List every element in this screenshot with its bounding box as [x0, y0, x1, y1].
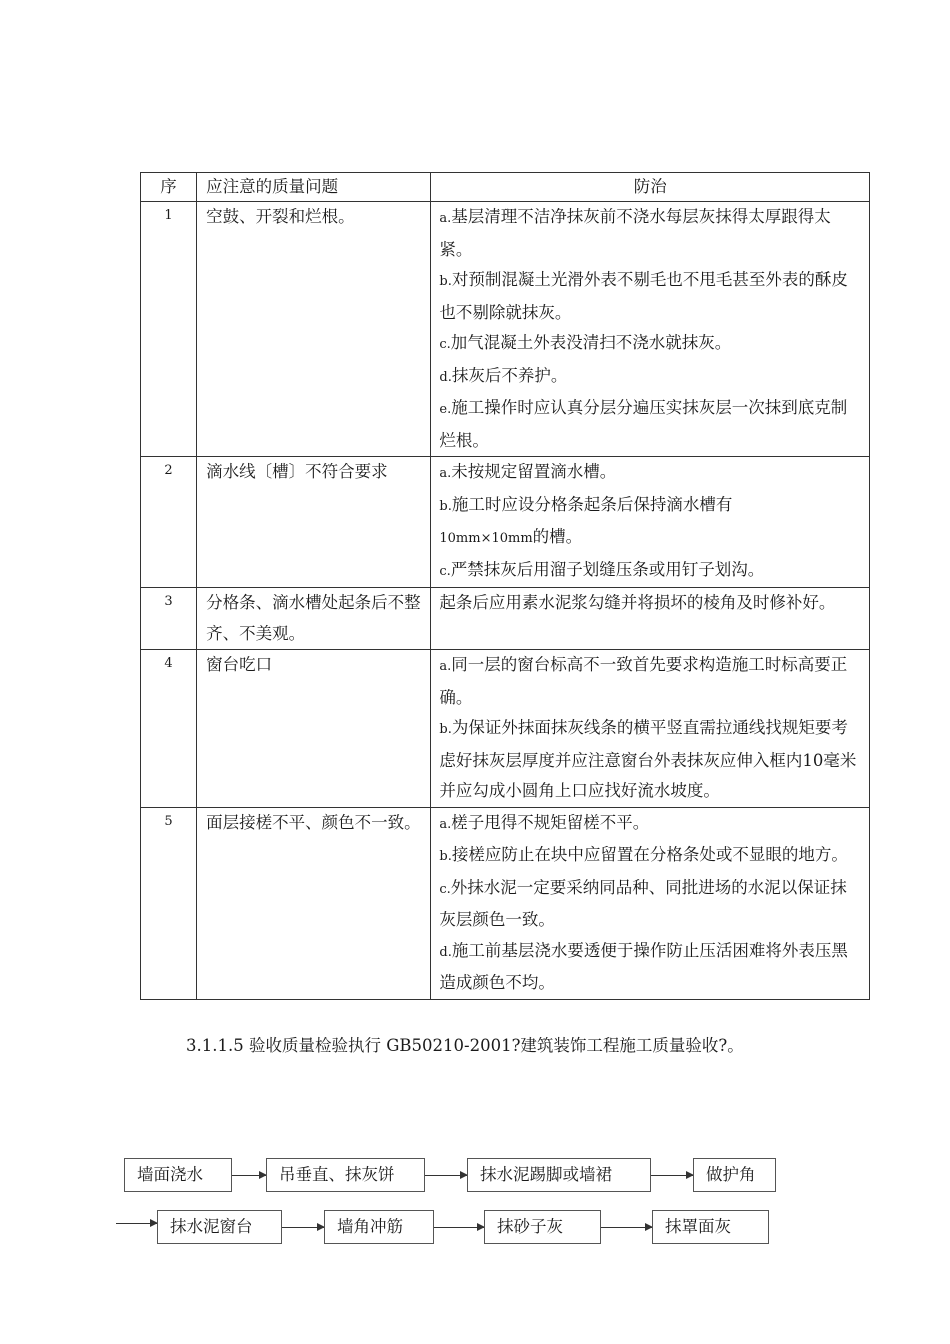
prevention-item-text: 加气混凝土外表没清扫不浇水就抹灰。 — [450, 333, 732, 352]
prevention-measures — [431, 457, 870, 588]
prevention-item-marker: a. — [439, 816, 452, 832]
prevention-item-text: 起条后应用素水泥浆勾缝并将损坏的棱角及时修补好。 — [439, 593, 836, 612]
prevention-item — [439, 873, 859, 936]
row-number: 2 — [141, 457, 197, 588]
prevention-measures — [431, 807, 870, 999]
prevention-item — [439, 713, 859, 807]
prevention-measures — [431, 650, 870, 808]
prevention-item-marker: e. — [439, 402, 452, 417]
prevention-item-text: 未按规定留置滴水槽。 — [451, 462, 617, 481]
prevention-item-marker: a. — [439, 659, 452, 674]
prevention-item-marker: c. — [439, 881, 451, 897]
row-number: 1 — [141, 202, 197, 457]
flow-arrow — [116, 1223, 157, 1224]
quality-issue: 分格条、滴水槽处起条后不整齐、不美观。 — [197, 588, 431, 650]
flow-arrow — [282, 1227, 324, 1228]
header-issue: 应注意的质量问题 — [197, 173, 431, 202]
prevention-item — [439, 265, 859, 328]
prevention-item — [439, 361, 859, 394]
prevention-item-marker: a. — [439, 211, 452, 226]
prevention-item-text: 外抹水泥一定要采纳同品种、同批进场的水泥以保证抹灰层颜色一致。 — [439, 877, 847, 929]
flow-step-skirting: 抹水泥踢脚或墙裙 — [467, 1158, 651, 1192]
prevention-item-marker: b. — [439, 722, 452, 737]
prevention-item-text: 的槽。 — [532, 527, 583, 546]
prevention-item-text: 抹灰后不养护。 — [451, 365, 568, 385]
row-number: 3 — [141, 588, 197, 650]
prevention-item-marker: c. — [439, 563, 451, 579]
flow-step-wall-corner-screed: 墙角冲筋 — [324, 1210, 434, 1244]
prevention-measures — [431, 588, 870, 650]
quality-issue: 面层接槎不平、颜色不一致。 — [197, 807, 431, 999]
prevention-item-text: 同一层的窗台标高不一致首先要求构造施工时标高要正确。 — [439, 655, 848, 707]
table-row — [141, 588, 870, 650]
prevention-item-text: 接槎应防止在块中应留置在分格条处或不显眼的地方。 — [451, 845, 848, 864]
flow-arrow — [425, 1175, 467, 1176]
prevention-item-text: 施工前基层浇水要透便于操作防止压活困难将外表压黑造成颜色不均。 — [439, 940, 848, 992]
header-no: 序 — [141, 173, 197, 202]
flow-arrow — [434, 1227, 484, 1228]
prevention-item-marker: c. — [439, 337, 451, 352]
flow-step-corner-guard: 做护角 — [693, 1158, 776, 1192]
prevention-item — [439, 588, 859, 619]
quality-issue: 窗台吃口 — [197, 650, 431, 808]
flow-step-sand-plaster: 抹砂子灰 — [484, 1210, 601, 1244]
prevention-item-marker: d. — [439, 369, 452, 385]
flow-arrow — [601, 1227, 652, 1228]
flow-step-plumb-and-pads: 吊垂直、抹灰饼 — [266, 1158, 425, 1192]
table-row — [141, 202, 870, 457]
prevention-item — [439, 555, 859, 588]
prevention-item-marker: b. — [439, 274, 452, 289]
row-number: 5 — [141, 807, 197, 999]
flow-arrow — [232, 1175, 266, 1176]
table-body — [141, 202, 870, 1000]
flow-step-window-sill: 抹水泥窗台 — [157, 1210, 282, 1244]
prevention-item-marker: d. — [439, 944, 452, 960]
prevention-item-text: 槎子甩得不规矩留槎不平。 — [451, 812, 650, 832]
prevention-measures — [431, 202, 870, 457]
prevention-item — [439, 522, 859, 555]
prevention-item-text: 施工操作时应认真分层分遍压实抹灰层一次抹到底克制烂根。 — [439, 398, 848, 450]
acceptance-caption: 3.1.1.5 验收质量检验执行 GB50210-2001?建筑装饰工程施工质量验收?。 — [186, 1036, 744, 1055]
prevention-item-marker: b. — [439, 849, 452, 864]
prevention-item — [439, 202, 859, 265]
quality-issue: 滴水线〔槽〕不符合要求 — [197, 457, 431, 588]
prevention-item — [439, 328, 859, 361]
table-row — [141, 650, 870, 808]
prevention-item — [439, 457, 859, 490]
prevention-item-marker: a. — [439, 466, 452, 481]
flow-arrow — [651, 1175, 693, 1176]
table-header-row — [141, 173, 870, 202]
table-row — [141, 457, 870, 588]
prevention-item-marker: b. — [439, 498, 452, 514]
row-number: 4 — [141, 650, 197, 808]
prevention-item-text: 对预制混凝土光滑外表不剔毛也不甩毛甚至外表的酥皮也不剔除就抹灰。 — [439, 270, 848, 322]
prevention-item-text: 基层清理不洁净抹灰前不浇水每层灰抹得太厚跟得太紧。 — [439, 207, 831, 259]
quality-issues-table — [140, 172, 870, 1000]
table-row — [141, 807, 870, 999]
prevention-item-text: 施工时应设分格条起条后保持滴水槽有 — [451, 494, 733, 514]
prevention-item-marker: 10mm×10mm — [439, 531, 533, 546]
prevention-item — [439, 936, 859, 999]
header-fix: 防治 — [431, 173, 870, 202]
prevention-item-text: 严禁抹灰后用溜子划缝压条或用钉子划沟。 — [450, 559, 765, 579]
prevention-item — [439, 808, 859, 841]
prevention-item — [439, 393, 859, 456]
flow-step-wall-watering: 墙面浇水 — [124, 1158, 232, 1192]
quality-issue: 空鼓、开裂和烂根。 — [197, 202, 431, 457]
prevention-item — [439, 840, 859, 873]
prevention-item — [439, 650, 859, 713]
flow-step-finish-coat: 抹罩面灰 — [652, 1210, 769, 1244]
prevention-item — [439, 490, 859, 523]
prevention-item-text: 为保证外抹面抹灰线条的横平竖直需拉通线找规矩要考虑好抹灰层厚度并应注意窗台外表抹灰应伸入框内10毫米并应勾成小圆角上口应找好流水坡度。 — [439, 718, 857, 800]
